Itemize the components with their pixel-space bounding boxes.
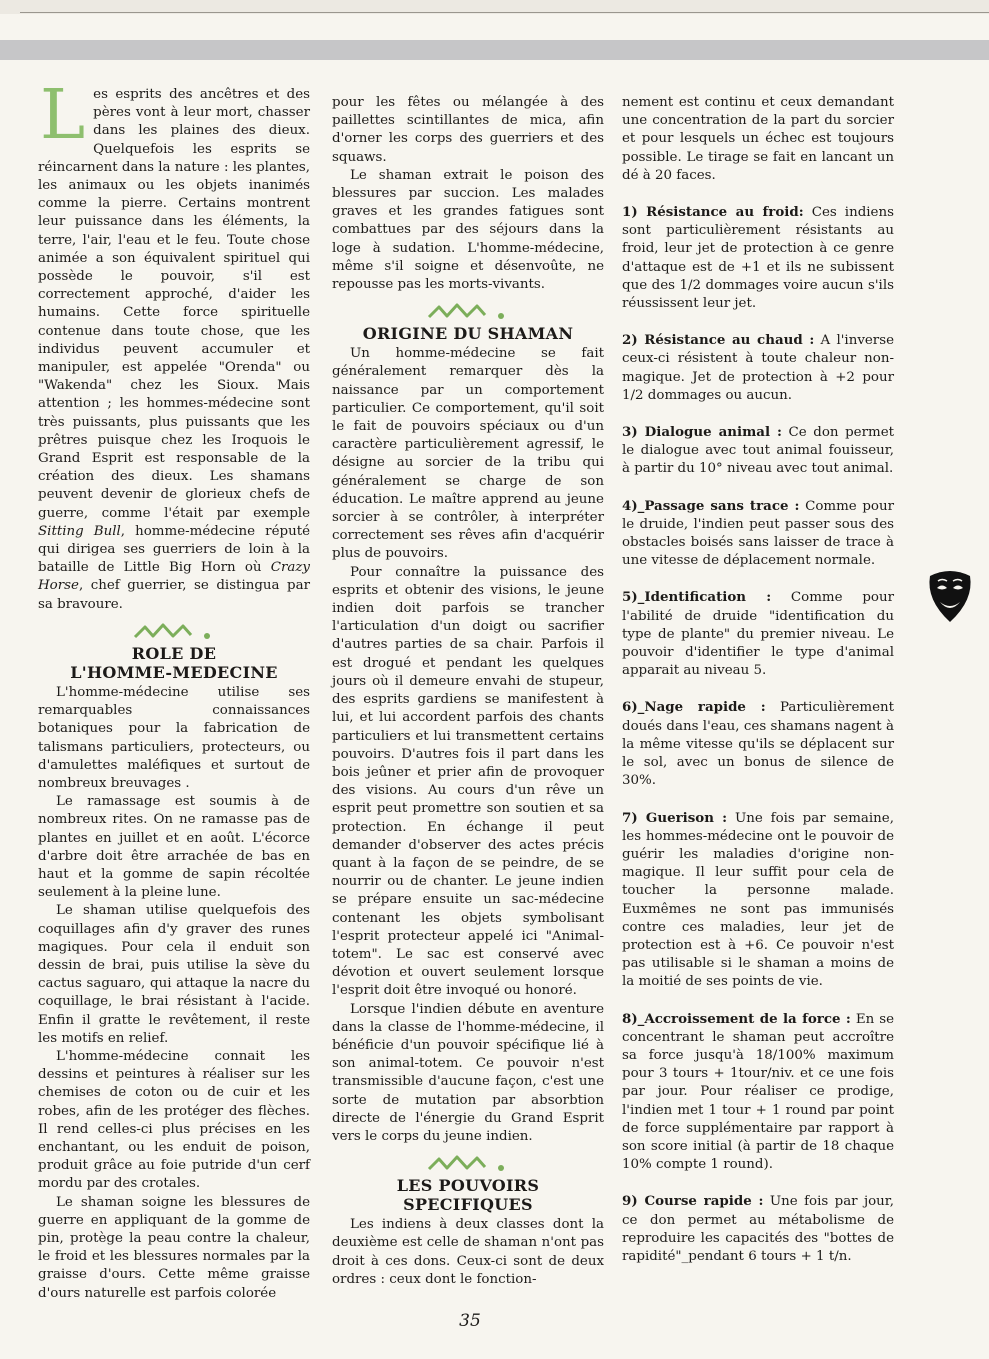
paragraph: Le ramassage est soumis à de nombreux rites. On ne ramasse pas de plantes en juillet et en août. L'écorce d'arbre doit être arrachée de bas en haut et la gomme de sapin récoltée seulement à la pleine lune.: [38, 794, 310, 901]
paragraph: L'homme-médecine connait les dessins et peintures à réaliser sur les chemises de coton ou de cuir et les robes, afin de les protéger des flèches. Il rend celles-ci plus précises en les enchantant, ou les enduit de poison, produit grâce au foie putride d'un cerf mordu par des crotales.: [38, 1048, 310, 1192]
paragraph: Le shaman utilise quelquefois des coquillages afin d'y graver des runes magiques. Pour cela il enduit son dessin de brai, puis utilise la sève du cactus saguaro, qui attaque la nacre du coquillage, le brai résistant à l'acide. Enfin il gratte le revêtement, il reste les motifs en relief.: [38, 903, 310, 1046]
header-band: [0, 40, 989, 60]
paragraph: Pour connaître la puissance des esprits et obtenir des visions, le jeune indien doit parfois se trancher l'articulation d'un doigt ou sacrifier d'autres parties de sa chair. Parfois il est drogué et pendant les quelques jours où il demeure envahi de stupeur, des esprits gardiens se manifestent à lui, et lui accordent parfois des chants particuliers et lui transmettent certains pouvoirs. D'autres fois il part dans les bois jeûner et prier afin de provoquer des visions. Au cours d'un rêve un esprit peut promettre son soutien et sa protection. En échange il peut demander d'observer des actes précis quant à la façon de se peindre, de se nourrir ou de chanter. Le jeune indien se prépare ensuite un sac-médecine contenant les objets symbolisant l'esprit protecteur appelé ici "Animal-totem". Le sac est conservé avec dévotion et ouvert seulement lorsque l'esprit doit être invoqué ou honoré.: [332, 564, 604, 999]
power-item: 5)_Identification : Comme pour l'abilité de druide "identification du type de plante" du premier niveau. Le pouvoir d'identifier le type d'animal apparait au niveau 5.: [622, 589, 894, 679]
drop-cap: L: [40, 76, 86, 155]
power-item: 1) Résistance au froid: Ces indiens sont particulièrement résistants au froid, leur jet de protection à ce genre d'attaque est de +1 et ils ne subissent que des 1/2 dommages voire aucun s'ils réussissent leur jet.: [622, 204, 894, 312]
paragraph: Les indiens à deux classes dont la deuxième est celle de shaman n'ont pas droit à ces dons. Ceux-ci sont de deux ordres : ceux dont le fonction-: [332, 1217, 604, 1287]
theatre-mask-icon: [924, 566, 976, 626]
paragraph: L'homme-médecine utilise ses remarquables connaissances botaniques pour la fabrication de talismans particuliers, protecteurs, ou d'amulettes maléfiques et surtout de nombreux breuvages .: [38, 684, 310, 791]
power-item: 7) Guerison : Une fois par semaine, les hommes-médecine ont le pouvoir de guérir les maladies d'origine non-magique. Il leur suffit pour cela de toucher la personne malade. Euxmêmes ne sont pas immunisés contre ces maladies, leur jet de protection est à +6. Ce pouvoir n'est pas utilisable si le shaman a moins de la moitié de ses points de vie.: [622, 809, 894, 990]
power-item: 8)_Accroissement de la force : En se concentrant le shaman peut accroître sa force jusqu'à 18/100% maximum pour 3 tours + 1tour/niv. et ce une fois par jour. Pour réaliser ce prodige, l'indien met 1 tour + 1 round par point de force supplémentaire par rapport à son score initial (à partir de 18 chaque 10% compte 1 round).: [622, 1010, 895, 1173]
section-heading-origine: ORIGINE DU SHAMAN: [362, 324, 574, 344]
power-item: 4)_Passage sans trace : Comme pour le druide, l'indien peut passer sous des obstacles boisés sans laisser de trace à une vitesse de déplacement normale.: [622, 497, 894, 569]
power-item: 3) Dialogue animal : Ce don permet le dialogue avec tout animal fouisseur, à partir du 10° niveau avec tout animal.: [622, 424, 894, 477]
page-number: 35: [459, 1311, 481, 1331]
deco-ornament-icon: [133, 620, 215, 642]
column-2: [332, 94, 604, 1289]
paragraph: pour les fêtes ou mélangée à des paillettes scintillantes de mica, afin d'orner les corps des guerriers et des squaws.: [332, 95, 604, 165]
paragraph: nement est continu et ceux demandant une concentration de la part du sorcier et pour lesquels un échec est toujours possible. Le tirage se fait en lancant un dé à 20 faces.: [622, 95, 894, 183]
paragraph: Un homme-médecine se fait généralement remarquer dès la naissance par un comportement particulier. Ce comportement, qu'il soit le fait de pouvoirs spéciaux ou d'un caractère particulièrement agressif, le désigne au sorcier de la tribu qui généralement se charge de son éducation. Le maître apprend au jeune sorcier à se contrôler, à interpréter correctement ses rêves afin d'acquérir plus de pouvoirs.: [332, 346, 604, 562]
paragraph: Le shaman soigne les blessures de guerre en appliquant de la gomme de pin, protège la peau contre la chaleur, le froid et les blessures normales par la graisse d'ours. Cette même graisse d'ours naturelle est parfois colorée: [38, 1194, 310, 1301]
deco-ornament-icon: [427, 300, 509, 322]
section-heading-pouvoirs: LES POUVOIRS SPECIFIQUES: [396, 1176, 540, 1215]
column-3: [622, 94, 894, 1266]
power-item: 9) Course rapide : Une fois par jour, ce don permet au métabolisme de reproduire les capacités des "bottes de rapidité"_pendant 6 tours + 1 t/n.: [622, 1193, 894, 1264]
paragraph: Le shaman extrait le poison des blessures par succion. Les malades graves et les grandes fatigues sont combattues par des séjours dans la loge à sudation. L'homme-médecine, même s'il soigne et désenvoûte, ne repousse pas les morts-vivants.: [332, 167, 604, 293]
top-rule-line: [20, 12, 989, 13]
power-item: 6)_Nage rapide : Particulièrement doués dans l'eau, ces shamans nagent à la même vitesse qu'ils se déplacent sur le sol, avec un bonus de silence de 30%.: [622, 699, 894, 789]
power-item: 2) Résistance au chaud : A l'inverse ceux-ci résistent à toute chaleur non-magique. Jet de protection à +2 pour 1/2 dommages ou aucun.: [622, 332, 895, 403]
section-heading-role: ROLE DE L'HOMME-MEDECINE: [70, 643, 278, 682]
paragraph: Lorsque l'indien débute en aventure dans la classe de l'homme-médecine, il bénéficie d'un pouvoir spécifique lié à son animal-totem. Ce pouvoir n'est transmissible d'aucune façon, c'est une sorte de mutation par absorbtion directe de l'énergie du Grand Esprit vers le corps du jeune indien.: [332, 1001, 604, 1144]
intro-paragraph: Les esprits des ancêtres et des pères vont à leur mort, chasser dans les plaines des dieux. Quelquefois les esprits se réincarnent dans la nature : les plantes, les animaux ou les objets inanimés comme la pierre. Certains montrent leur puissance dans les éléments, la terre, l'air, l'eau et le feu. Toute chose animée a son équivalent spirituel qui possède le pouvoir, s'il est correctement approché, d'aider les humains. Cette force spirituelle contenue dans toute chose, que les individus peuvent accumuler et manipuler, est appelée "Orenda" ou "Wakenda" chez les Sioux. Mais attention ; les hommes-médecine sont très puissants, plus puissants que les prêtres puisque chez les Iroquois le Grand Esprit est responsable de la création des dieux. Les shamans peuvent devenir de glorieux chefs de guerre, comme l'était par exemple Sitting Bull, homme-médecine réputé qui dirigea ses guerriers de loin à la bataille de Little Big Horn où Crazy Horse, chef guerrier, se distingua par sa bravoure.: [38, 76, 310, 612]
column-1: [38, 76, 310, 1303]
deco-ornament-icon: [427, 1152, 509, 1174]
